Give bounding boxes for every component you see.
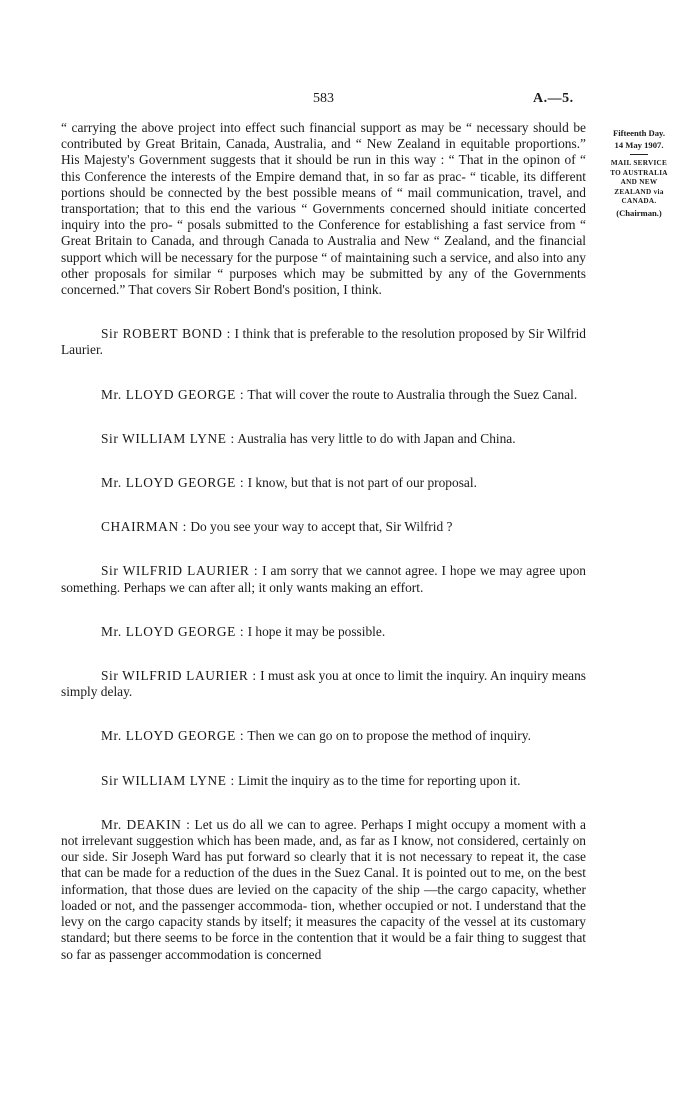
speaker-name: CHAIRMAN : bbox=[101, 519, 187, 535]
speech-text: I know, but that is not part of our proposal. bbox=[247, 475, 477, 491]
speaker-name: Mr. LLOYD GEORGE : bbox=[101, 728, 245, 744]
speech-text: I am sorry that we cannot agree. I hope we may agree upon something. Perhaps we can after all; it only wants making an effort. bbox=[61, 563, 586, 595]
margin-note bbox=[603, 127, 675, 219]
page-number: 583 bbox=[313, 91, 334, 106]
speech-paragraph bbox=[61, 624, 586, 640]
speech-paragraph bbox=[61, 728, 586, 744]
speech-text: That will cover the route to Australia through the Suez Canal. bbox=[247, 386, 578, 402]
speech-paragraph bbox=[61, 817, 586, 963]
speech-paragraph bbox=[61, 431, 586, 447]
speech-text: Then we can go on to propose the method of inquiry. bbox=[247, 728, 531, 744]
speaker-name: Sir WILLIAM LYNE : bbox=[101, 430, 235, 446]
margin-note-subject-line: TO AUSTRALIA bbox=[610, 168, 668, 177]
speech-paragraph bbox=[61, 668, 586, 700]
speech-text: I must ask you at once to limit the inquiry. An inquiry means simply delay. bbox=[61, 668, 586, 700]
margin-note-subject-line: CANADA. bbox=[621, 197, 657, 205]
speech-paragraph bbox=[61, 773, 586, 789]
speaker-name: Mr. LLOYD GEORGE : bbox=[101, 386, 245, 402]
speaker-name: Mr. LLOYD GEORGE : bbox=[101, 623, 245, 639]
speech-text: Australia has very little to do with Japan and China. bbox=[237, 430, 516, 446]
speech-paragraph bbox=[61, 387, 586, 403]
speech-text: Let us do all we can to agree. Perhaps I might occupy a moment with a not irrelevant suggestion which has been made, and, as far as I know, not considered, certainly on our side. Sir Joseph Ward has put forward so clearly that it is not necessary to repeat it, the case that can be made for a reduction of the dues in the Suez Canal. It is pointed out to me, on the best information, that those dues are levied on the capacity of the ship —the cargo capacity, whether loaded or not, and the passenger accommoda- tion, whether occupied or not. I understand that the levy on the cargo capacity stands by itself; it measures the capacity of the vessel at its customary standard; but there seems to be force in the contention that it would be a fair thing to suggest that so far as passenger accommodation is concerned bbox=[61, 816, 586, 962]
margin-note-subject-line: MAIL SERVICE bbox=[610, 159, 668, 167]
margin-note-date: 14 May 1907. bbox=[614, 140, 664, 150]
speech-paragraph bbox=[61, 326, 586, 358]
speech-paragraph bbox=[61, 563, 586, 595]
margin-note-speaker: (Chairman.) bbox=[616, 207, 662, 218]
speech-text: I hope it may be possible. bbox=[247, 623, 386, 639]
speech-paragraph bbox=[61, 519, 586, 535]
margin-note-day: Fifteenth Day. bbox=[612, 128, 666, 138]
margin-note-subject bbox=[603, 159, 675, 207]
margin-note-subject-line: AND NEW bbox=[620, 178, 658, 186]
margin-note-divider bbox=[630, 154, 648, 155]
speech-text: I think that is preferable to the resolution proposed by Sir Wilfrid Laurier. bbox=[61, 326, 586, 358]
speaker-name: Sir WILFRID LAURIER : bbox=[101, 668, 257, 684]
opening-paragraph: “ carrying the above project into effect such financial support as may be “ necessary should be contributed by Great Britain, Canada, Australia, and “ New Zealand in equitable proportions.” His Majesty's Government suggests that it should be run in this way : “ That in the opinon of “ this Conference the interests of the Empire demand that, in so far as prac- “ ticable, its different portions should be connected by the best possible means of “ mail communication, travel, and transportation; that to this end the various “ Governments concerned should initiate concerted inquiry into the pro- “ posals submitted to the Conference for establishing a fast service from “ Great Britain to Canada, and through Canada to Australia and New “ Zealand, and the financial support which will be necessary for the purpose “ of maintaining such a service, and also into any other proposals for similar “ purposes which may be submitted by any of the Governments concerned.” That covers Sir Robert Bond's position, I think. bbox=[61, 120, 586, 298]
main-text bbox=[61, 120, 586, 963]
speech-paragraph bbox=[61, 475, 586, 491]
speaker-name: Sir WILLIAM LYNE : bbox=[101, 772, 235, 788]
margin-note-subject-line: ZEALAND via bbox=[614, 187, 664, 196]
document-reference: A.—5. bbox=[533, 91, 574, 106]
speech-text: Do you see your way to accept that, Sir Wilfrid ? bbox=[190, 519, 453, 535]
speaker-name: Sir WILFRID LAURIER : bbox=[101, 563, 259, 579]
speech-text: Limit the inquiry as to the time for reporting upon it. bbox=[238, 772, 521, 788]
speaker-name: Mr. DEAKIN : bbox=[101, 816, 191, 832]
speaker-name: Sir ROBERT BOND : bbox=[101, 326, 231, 342]
speaker-name: Mr. LLOYD GEORGE : bbox=[101, 475, 245, 491]
